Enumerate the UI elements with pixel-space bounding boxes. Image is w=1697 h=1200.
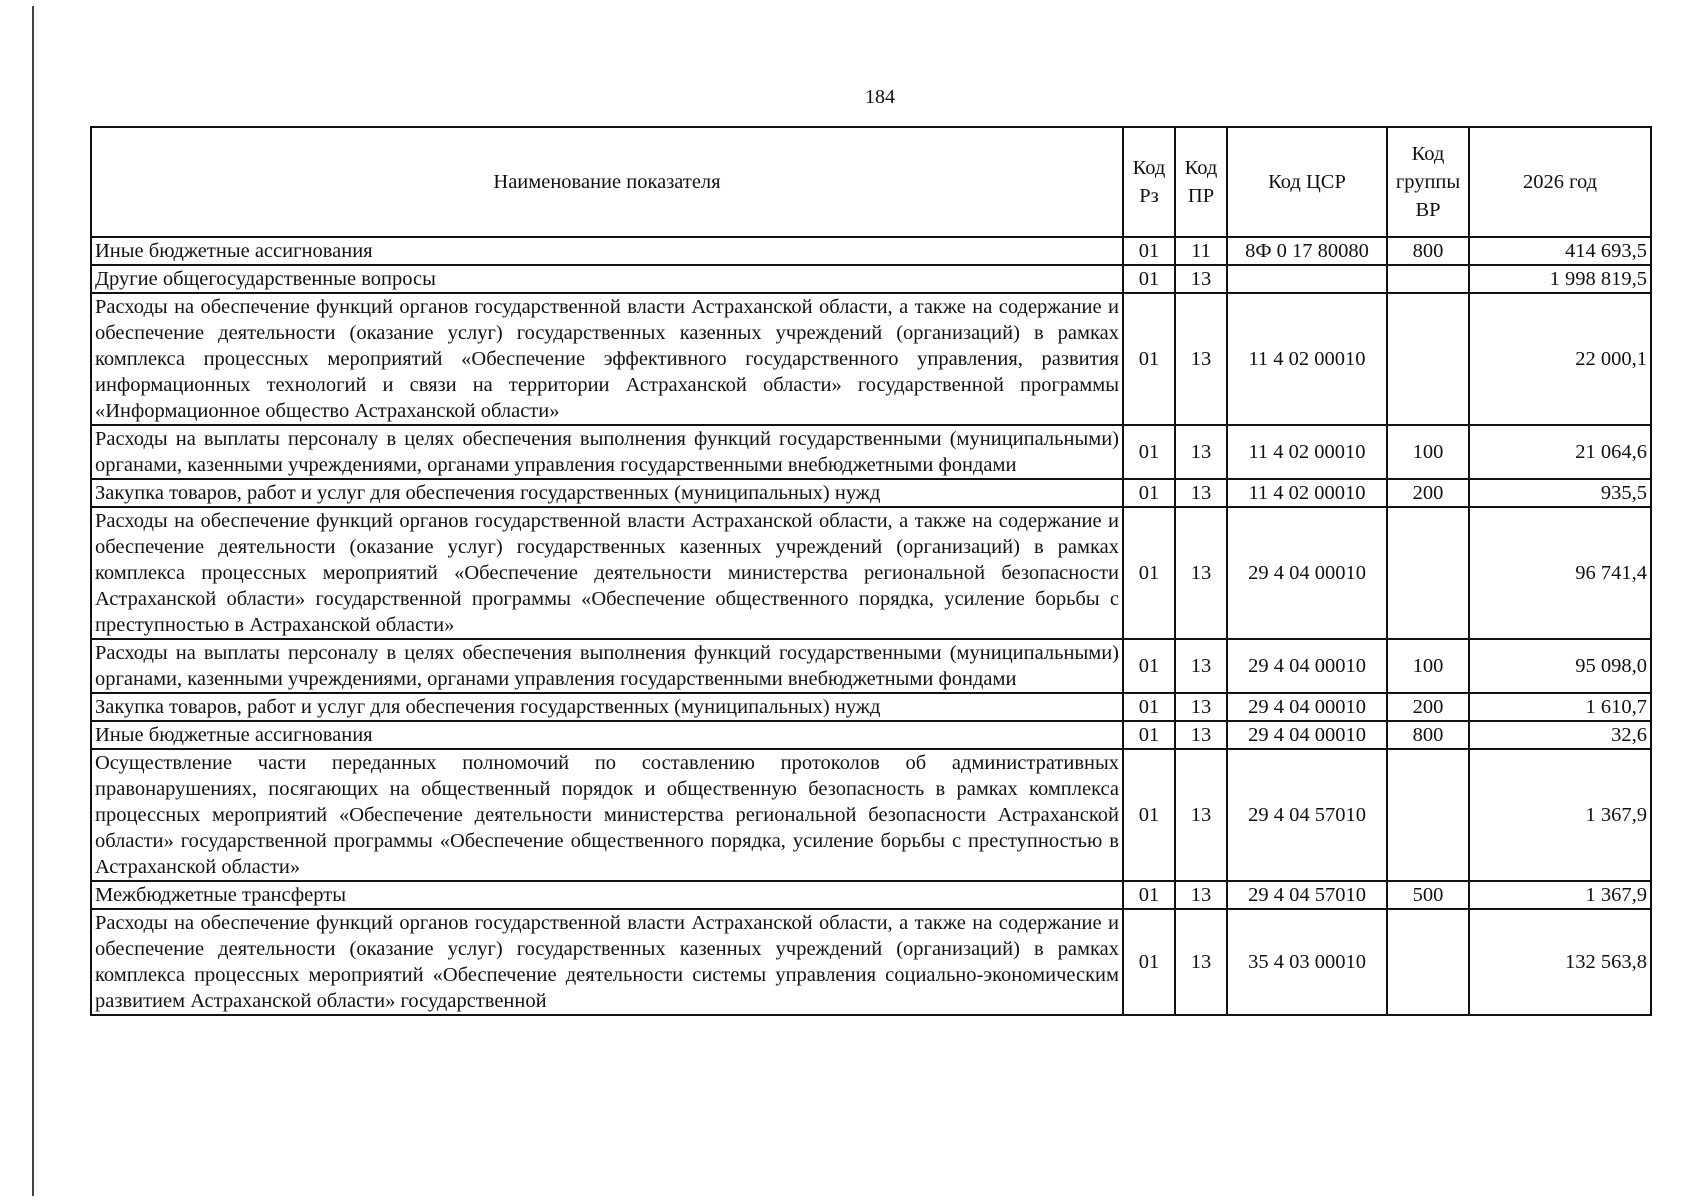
row-csr: 29 4 04 00010 [1227, 639, 1387, 693]
row-vr: 800 [1387, 721, 1469, 749]
row-vr [1387, 293, 1469, 425]
row-name: Расходы на обеспечение функций органов государственной власти Астраханской области, а также на содержание и обеспечение деятельности (оказание услуг) государственных казенных учреждений (организаций) в рамках комплекса процессных мероприятий «Обеспечение деятельности министерства региональной безопасности Астраханской области» государственной программы «Обеспечение общественного порядка, усиление борьбы с преступностью в Астраханской области» [91, 507, 1123, 639]
table-row [91, 909, 1651, 1015]
page-number: 184 [865, 86, 895, 108]
budget-table [90, 126, 1652, 1016]
row-amount: 414 693,5 [1469, 237, 1651, 265]
row-name: Расходы на выплаты персоналу в целях обеспечения выполнения функций государственными (муниципальными) органами, казенными учреждениями, органами управления государственными внебюджетными фондами [91, 639, 1123, 693]
header-amount: 2026 год [1469, 127, 1651, 237]
header-csr: Код ЦСР [1227, 127, 1387, 237]
row-csr: 35 4 03 00010 [1227, 909, 1387, 1015]
row-rz: 01 [1123, 909, 1175, 1015]
row-vr: 200 [1387, 479, 1469, 507]
row-vr [1387, 265, 1469, 293]
row-vr: 200 [1387, 693, 1469, 721]
row-csr: 29 4 04 00010 [1227, 721, 1387, 749]
row-vr: 500 [1387, 881, 1469, 909]
header-vr: Код группы ВР [1387, 127, 1469, 237]
row-rz: 01 [1123, 265, 1175, 293]
row-pr: 13 [1175, 265, 1227, 293]
row-amount: 1 367,9 [1469, 881, 1651, 909]
header-rz: Код Рз [1123, 127, 1175, 237]
row-vr [1387, 507, 1469, 639]
table-row [91, 639, 1651, 693]
row-pr: 13 [1175, 721, 1227, 749]
row-vr: 100 [1387, 639, 1469, 693]
row-rz: 01 [1123, 479, 1175, 507]
row-pr: 13 [1175, 881, 1227, 909]
row-rz: 01 [1123, 749, 1175, 881]
row-rz: 01 [1123, 507, 1175, 639]
row-name: Закупка товаров, работ и услуг для обеспечения государственных (муниципальных) нужд [91, 693, 1123, 721]
row-pr: 13 [1175, 693, 1227, 721]
row-csr [1227, 265, 1387, 293]
row-csr: 11 4 02 00010 [1227, 479, 1387, 507]
row-amount: 21 064,6 [1469, 425, 1651, 479]
row-rz: 01 [1123, 881, 1175, 909]
table-row [91, 721, 1651, 749]
header-name: Наименование показателя [91, 127, 1123, 237]
row-csr: 29 4 04 57010 [1227, 749, 1387, 881]
row-amount: 1 367,9 [1469, 749, 1651, 881]
row-csr: 29 4 04 00010 [1227, 507, 1387, 639]
table-row [91, 693, 1651, 721]
row-csr: 11 4 02 00010 [1227, 425, 1387, 479]
row-rz: 01 [1123, 425, 1175, 479]
row-vr [1387, 909, 1469, 1015]
row-amount: 32,6 [1469, 721, 1651, 749]
row-amount: 1 998 819,5 [1469, 265, 1651, 293]
row-name: Другие общегосударственные вопросы [91, 265, 1123, 293]
row-name: Межбюджетные трансферты [91, 881, 1123, 909]
row-csr: 29 4 04 00010 [1227, 693, 1387, 721]
row-name: Расходы на обеспечение функций органов государственной власти Астраханской области, а также на содержание и обеспечение деятельности (оказание услуг) государственных казенных учреждений (организаций) в рамках комплекса процессных мероприятий «Обеспечение деятельности системы управления социально-экономическим развитием Астраханской области» государственной [91, 909, 1123, 1015]
row-vr: 800 [1387, 237, 1469, 265]
row-amount: 22 000,1 [1469, 293, 1651, 425]
table-row [91, 507, 1651, 639]
row-csr: 11 4 02 00010 [1227, 293, 1387, 425]
row-name: Иные бюджетные ассигнования [91, 237, 1123, 265]
row-pr: 13 [1175, 479, 1227, 507]
row-vr [1387, 749, 1469, 881]
table-row [91, 293, 1651, 425]
row-rz: 01 [1123, 721, 1175, 749]
table-row [91, 265, 1651, 293]
row-name: Закупка товаров, работ и услуг для обеспечения государственных (муниципальных) нужд [91, 479, 1123, 507]
row-csr: 29 4 04 57010 [1227, 881, 1387, 909]
row-rz: 01 [1123, 293, 1175, 425]
row-pr: 13 [1175, 639, 1227, 693]
row-csr: 8Ф 0 17 80080 [1227, 237, 1387, 265]
row-rz: 01 [1123, 639, 1175, 693]
table-row [91, 237, 1651, 265]
row-pr: 13 [1175, 293, 1227, 425]
row-name: Расходы на выплаты персоналу в целях обеспечения выполнения функций государственными (муниципальными) органами, казенными учреждениями, органами управления государственными внебюджетными фондами [91, 425, 1123, 479]
row-name: Иные бюджетные ассигнования [91, 721, 1123, 749]
table-row [91, 425, 1651, 479]
row-rz: 01 [1123, 693, 1175, 721]
table-row [91, 881, 1651, 909]
row-pr: 13 [1175, 425, 1227, 479]
row-pr: 11 [1175, 237, 1227, 265]
row-rz: 01 [1123, 237, 1175, 265]
row-pr: 13 [1175, 507, 1227, 639]
left-margin-line [32, 6, 34, 1196]
header-pr: Код ПР [1175, 127, 1227, 237]
row-amount: 95 098,0 [1469, 639, 1651, 693]
table-row [91, 479, 1651, 507]
row-pr: 13 [1175, 909, 1227, 1015]
row-vr: 100 [1387, 425, 1469, 479]
row-amount: 96 741,4 [1469, 507, 1651, 639]
row-name: Осуществление части переданных полномочий по составлению протоколов об административных правонарушениях, посягающих на общественный порядок и общественную безопасность в рамках комплекса процессных мероприятий «Обеспечение деятельности министерства региональной безопасности Астраханской области» государственной программы «Обеспечение общественного порядка, усиление борьбы с преступностью в Астраханской области» [91, 749, 1123, 881]
row-amount: 1 610,7 [1469, 693, 1651, 721]
row-name: Расходы на обеспечение функций органов государственной власти Астраханской области, а также на содержание и обеспечение деятельности (оказание услуг) государственных казенных учреждений (организаций) в рамках комплекса процессных мероприятий «Обеспечение эффективного государственного управления, развития информационных технологий и связи на территории Астраханской области» государственной программы «Информационное общество Астраханской области» [91, 293, 1123, 425]
row-pr: 13 [1175, 749, 1227, 881]
row-amount: 935,5 [1469, 479, 1651, 507]
table-row [91, 749, 1651, 881]
table-header [91, 127, 1651, 237]
row-amount: 132 563,8 [1469, 909, 1651, 1015]
table-body [91, 237, 1651, 1015]
